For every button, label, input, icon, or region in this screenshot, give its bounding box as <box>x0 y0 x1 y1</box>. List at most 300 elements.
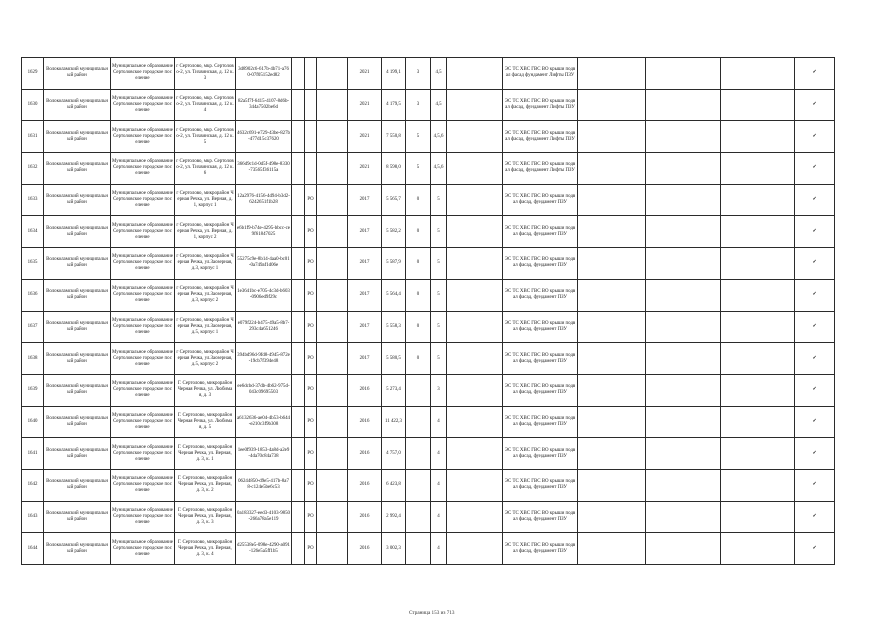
district-cell: Волоколамский муниципальный район <box>44 89 111 121</box>
row-id: 1632 <box>22 153 44 185</box>
year-cell: 2021 <box>348 153 382 185</box>
blank-cell <box>317 184 348 216</box>
blank-cell <box>292 89 305 121</box>
municipality-cell: Муниципальное образование Сертоловское городское поселение <box>111 153 175 185</box>
blank-cell <box>721 374 795 406</box>
zone-cell: 4,5,6 <box>431 121 447 153</box>
floors-cell <box>406 533 431 565</box>
address-cell: г Сертолово, микрорайон Черная Речка, ул.Заозерная, д.5, корпус 1 <box>175 311 236 343</box>
guid-cell: 06244850-d9e5-417b-8a78-c124e5be6c53 <box>236 469 292 501</box>
zone-cell: 5 <box>431 216 447 248</box>
address-cell: Г. Сертолово, микрорайон Черная Речка, ул. Любимая, д. 3 <box>175 374 236 406</box>
guid-cell: e6b1f9-b74e-4295-bbcc-ce9f61847025 <box>236 216 292 248</box>
blank-cell <box>646 533 721 565</box>
table-row <box>22 374 835 406</box>
blank-cell <box>646 153 721 185</box>
blank-cell <box>447 184 503 216</box>
blank-cell <box>447 374 503 406</box>
blank-cell <box>447 438 503 470</box>
blank-cell <box>292 343 305 375</box>
zone-cell: 5 <box>431 311 447 343</box>
works-cell: ЭС ТС ХВС ГВС ВО крыши подвал фасад, фундамент ПЗУ <box>503 374 578 406</box>
blank-cell <box>646 89 721 121</box>
blank-cell <box>447 248 503 280</box>
blank-cell <box>578 89 646 121</box>
blank-cell <box>447 279 503 311</box>
blank-cell <box>721 153 795 185</box>
area-cell: 4 757,0 <box>382 438 406 470</box>
blank-cell <box>317 121 348 153</box>
table-row <box>22 279 835 311</box>
check-mark: ✓ <box>795 89 835 121</box>
blank-cell <box>578 469 646 501</box>
blank-cell <box>292 121 305 153</box>
area-cell: 4 179,5 <box>382 89 406 121</box>
table-row <box>22 501 835 533</box>
source-cell: РО <box>305 374 317 406</box>
blank-cell <box>447 58 503 90</box>
check-mark: ✓ <box>795 501 835 533</box>
year-cell: 2021 <box>348 89 382 121</box>
year-cell: 2016 <box>348 533 382 565</box>
blank-cell <box>317 58 348 90</box>
works-cell: ЭС ТС ХВС ГВС ВО крыши подвал фасад, фундамент ПЗУ <box>503 216 578 248</box>
blank-cell <box>317 248 348 280</box>
blank-cell <box>317 89 348 121</box>
blank-cell <box>292 184 305 216</box>
blank-cell <box>721 89 795 121</box>
blank-cell <box>447 89 503 121</box>
blank-cell <box>578 121 646 153</box>
row-id: 1634 <box>22 216 44 248</box>
blank-cell <box>721 58 795 90</box>
row-id: 1642 <box>22 469 44 501</box>
guid-cell: 55275c9e-8b14-4aa0-bc01-0a749af1d06e <box>236 248 292 280</box>
table-row <box>22 438 835 470</box>
floors-cell: 5 <box>406 153 431 185</box>
blank-cell <box>447 216 503 248</box>
address-cell: Г. Сертолово, микрорайон Черная Речка, ул. Верная, д. 3, к. 3 <box>175 501 236 533</box>
floors-cell: 0 <box>406 184 431 216</box>
zone-cell: 5 <box>431 184 447 216</box>
zone-cell: 5 <box>431 343 447 375</box>
source-cell: РО <box>305 438 317 470</box>
source-cell: РО <box>305 501 317 533</box>
check-mark: ✓ <box>795 343 835 375</box>
zone-cell: 4 <box>431 469 447 501</box>
guid-cell: 1ee0f939-1853-4a8d-a2e9-4da70c84a738 <box>236 438 292 470</box>
blank-cell <box>721 469 795 501</box>
area-cell: 5 273,4 <box>382 374 406 406</box>
table-row <box>22 248 835 280</box>
year-cell: 2016 <box>348 469 382 501</box>
municipality-cell: Муниципальное образование Сертоловское городское поселение <box>111 533 175 565</box>
district-cell: Волоколамский муниципальный район <box>44 501 111 533</box>
blank-cell <box>578 374 646 406</box>
blank-cell <box>317 501 348 533</box>
area-cell: 4 199,1 <box>382 58 406 90</box>
district-cell: Волоколамский муниципальный район <box>44 374 111 406</box>
works-cell: ЭС ТС ХВС ГВС ВО крыши подвал фасад фундамент Лифты ПЗУ <box>503 58 578 90</box>
row-id: 1641 <box>22 438 44 470</box>
area-cell: 11 422,3 <box>382 406 406 438</box>
works-cell: ЭС ТС ХВС ГВС ВО крыши подвал фасад, фундамент ПЗУ <box>503 279 578 311</box>
check-mark: ✓ <box>795 121 835 153</box>
blank-cell <box>292 533 305 565</box>
blank-cell <box>721 279 795 311</box>
blank-cell <box>646 248 721 280</box>
source-cell: РО <box>305 469 317 501</box>
check-mark: ✓ <box>795 58 835 90</box>
address-cell: г Сертолово, микрорайон Черная Речка, ул.Заозерная, д.3, корпус 2 <box>175 279 236 311</box>
address-cell: г Сертолово, мкр. Сертолово-2, ул. Тихвинская, д. 12 к. 4 <box>175 89 236 121</box>
guid-cell: 0a183327-eed3-4103-9850-266a78a5e119 <box>236 501 292 533</box>
check-mark: ✓ <box>795 184 835 216</box>
blank-cell <box>578 216 646 248</box>
guid-cell: 4632c691-e729-43be-827b-477d15c37620 <box>236 121 292 153</box>
blank-cell <box>578 58 646 90</box>
municipality-cell: Муниципальное образование Сертоловское городское поселение <box>111 121 175 153</box>
works-cell: ЭС ТС ХВС ГВС ВО крыши подвал фасад, фундамент ПЗУ <box>503 501 578 533</box>
year-cell: 2016 <box>348 501 382 533</box>
blank-cell <box>292 279 305 311</box>
district-cell: Волоколамский муниципальный район <box>44 184 111 216</box>
table-row <box>22 153 835 185</box>
guid-cell: 12a2976-4156-4d94-b3d2-6242651f1b28 <box>236 184 292 216</box>
year-cell: 2016 <box>348 438 382 470</box>
blank-cell <box>646 311 721 343</box>
district-cell: Волоколамский муниципальный район <box>44 469 111 501</box>
blank-cell <box>292 248 305 280</box>
municipality-cell: Муниципальное образование Сертоловское городское поселение <box>111 89 175 121</box>
row-id: 1644 <box>22 533 44 565</box>
row-id: 1638 <box>22 343 44 375</box>
check-mark: ✓ <box>795 153 835 185</box>
row-id: 1636 <box>22 279 44 311</box>
works-cell: ЭС ТС ХВС ГВС ВО крыши подвал фасад, фундамент ПЗУ <box>503 469 578 501</box>
source-cell: РО <box>305 343 317 375</box>
address-cell: г Сертолово, микрорайон Черная Речка, ул. Верная, д.1, корпус 1 <box>175 184 236 216</box>
area-cell: 6 423,8 <box>382 469 406 501</box>
area-cell: 5 565,7 <box>382 184 406 216</box>
blank-cell <box>721 438 795 470</box>
district-cell: Волоколамский муниципальный район <box>44 343 111 375</box>
blank-cell <box>646 184 721 216</box>
zone-cell: 4 <box>431 501 447 533</box>
blank-cell <box>646 469 721 501</box>
blank-cell <box>721 216 795 248</box>
blank-cell <box>447 153 503 185</box>
blank-cell <box>447 121 503 153</box>
check-mark: ✓ <box>795 533 835 565</box>
blank-cell <box>578 438 646 470</box>
area-cell: 5 582,2 <box>382 216 406 248</box>
blank-cell <box>578 248 646 280</box>
floors-cell: 0 <box>406 216 431 248</box>
source-cell: РО <box>305 248 317 280</box>
zone-cell: 4 <box>431 533 447 565</box>
address-cell: г Сертолово, микрорайон Черная Речка, ул.Заозерная, д.5, корпус 2 <box>175 343 236 375</box>
blank-cell <box>317 279 348 311</box>
row-id: 1629 <box>22 58 44 90</box>
table-row <box>22 216 835 248</box>
blank-cell <box>578 311 646 343</box>
blank-cell <box>646 216 721 248</box>
floors-cell <box>406 406 431 438</box>
floors-cell: 5 <box>406 121 431 153</box>
blank-cell <box>578 533 646 565</box>
source-cell: РО <box>305 533 317 565</box>
blank-cell <box>578 501 646 533</box>
check-mark: ✓ <box>795 216 835 248</box>
works-cell: ЭС ТС ХВС ГВС ВО крыши подвал фасад, фундамент Лифты ПЗУ <box>503 89 578 121</box>
municipality-cell: Муниципальное образование Сертоловское городское поселение <box>111 406 175 438</box>
works-cell: ЭС ТС ХВС ГВС ВО крыши подвал фасад, фундамент ПЗУ <box>503 248 578 280</box>
blank-cell <box>447 343 503 375</box>
municipality-cell: Муниципальное образование Сертоловское городское поселение <box>111 184 175 216</box>
blank-cell <box>317 216 348 248</box>
area-cell: 5 564,4 <box>382 279 406 311</box>
table-row <box>22 469 835 501</box>
floors-cell <box>406 438 431 470</box>
address-cell: г Сертолово, мкр. Сертолово-2, ул. Тихвинская, д. 12 к. 5 <box>175 121 236 153</box>
source-cell: РО <box>305 184 317 216</box>
table-row <box>22 311 835 343</box>
blank-cell <box>578 153 646 185</box>
year-cell: 2017 <box>348 311 382 343</box>
table-row <box>22 121 835 153</box>
blank-cell <box>578 406 646 438</box>
blank-cell <box>578 184 646 216</box>
address-cell: г Сертолово, мкр. Сертолово-2, ул. Тихвинская, д. 12 к. 6 <box>175 153 236 185</box>
blank-cell <box>292 153 305 185</box>
source-cell <box>305 89 317 121</box>
municipality-cell: Муниципальное образование Сертоловское городское поселение <box>111 279 175 311</box>
blank-cell <box>447 501 503 533</box>
blank-cell <box>646 279 721 311</box>
check-mark: ✓ <box>795 279 835 311</box>
year-cell: 2016 <box>348 406 382 438</box>
table-body <box>22 58 835 565</box>
blank-cell <box>721 533 795 565</box>
address-cell: Г. Сертолово, микрорайон Черная Речка, ул. Любимая, д. 5 <box>175 406 236 438</box>
district-cell: Волоколамский муниципальный район <box>44 406 111 438</box>
blank-cell <box>646 343 721 375</box>
works-cell: ЭС ТС ХВС ГВС ВО крыши подвал фасад, фундамент ПЗУ <box>503 406 578 438</box>
blank-cell <box>292 438 305 470</box>
blank-cell <box>646 501 721 533</box>
floors-cell: 0 <box>406 343 431 375</box>
row-id: 1639 <box>22 374 44 406</box>
area-cell: 2 992,4 <box>382 501 406 533</box>
municipality-cell: Муниципальное образование Сертоловское городское поселение <box>111 469 175 501</box>
district-cell: Волоколамский муниципальный район <box>44 248 111 280</box>
address-cell: Г. Сертолово, микрорайон Черная Речка, ул. Верная, д. 3, к. 4 <box>175 533 236 565</box>
address-cell: г Сертолово, мкр. Сертолово-2, ул. Тихвинская, д. 12 к. 3 <box>175 58 236 90</box>
zone-cell: 5 <box>431 279 447 311</box>
guid-cell: 394bd96d-9fd8-4945-872e-19cb7f394e48 <box>236 343 292 375</box>
page-footer: Страница 153 из 713 <box>409 610 455 616</box>
municipality-cell: Муниципальное образование Сертоловское городское поселение <box>111 248 175 280</box>
row-id: 1631 <box>22 121 44 153</box>
blank-cell <box>721 311 795 343</box>
floors-cell: 3 <box>406 89 431 121</box>
district-cell: Волоколамский муниципальный район <box>44 58 111 90</box>
blank-cell <box>292 216 305 248</box>
blank-cell <box>292 311 305 343</box>
year-cell: 2016 <box>348 374 382 406</box>
district-cell: Волоколамский муниципальный район <box>44 279 111 311</box>
source-cell: РО <box>305 216 317 248</box>
district-cell: Волоколамский муниципальный район <box>44 153 111 185</box>
works-cell: ЭС ТС ХВС ГВС ВО крыши подвал фасад, фундамент ПЗУ <box>503 184 578 216</box>
zone-cell: 4,5 <box>431 89 447 121</box>
source-cell <box>305 58 317 90</box>
floors-cell: 0 <box>406 248 431 280</box>
zone-cell: 4,5 <box>431 58 447 90</box>
year-cell: 2017 <box>348 216 382 248</box>
source-cell <box>305 121 317 153</box>
source-cell: РО <box>305 279 317 311</box>
blank-cell <box>317 311 348 343</box>
floors-cell <box>406 374 431 406</box>
blank-cell <box>721 406 795 438</box>
municipality-cell: Муниципальное образование Сертоловское городское поселение <box>111 343 175 375</box>
table-row <box>22 184 835 216</box>
year-cell: 2017 <box>348 248 382 280</box>
source-cell: РО <box>305 406 317 438</box>
blank-cell <box>721 501 795 533</box>
blank-cell <box>578 343 646 375</box>
blank-cell <box>447 406 503 438</box>
floors-cell <box>406 501 431 533</box>
check-mark: ✓ <box>795 406 835 438</box>
zone-cell: 4,5,6 <box>431 153 447 185</box>
row-id: 1637 <box>22 311 44 343</box>
zone-cell: 4 <box>431 438 447 470</box>
blank-cell <box>292 58 305 90</box>
floors-cell: 3 <box>406 58 431 90</box>
floors-cell <box>406 469 431 501</box>
works-cell: ЭС ТС ХВС ГВС ВО крыши подвал фасад, фундамент Лифты ПЗУ <box>503 153 578 185</box>
municipality-cell: Муниципальное образование Сертоловское городское поселение <box>111 501 175 533</box>
guid-cell: 82a5f7f-6415-4107-8d6b-344a7502be6d <box>236 89 292 121</box>
blank-cell <box>721 343 795 375</box>
address-cell: Г. Сертолово, микрорайон Черная Речка, ул. Верная, д. 3, к. 1 <box>175 438 236 470</box>
check-mark: ✓ <box>795 248 835 280</box>
check-mark: ✓ <box>795 438 835 470</box>
works-cell: ЭС ТС ХВС ГВС ВО крыши подвал фасад, фундамент ПЗУ <box>503 311 578 343</box>
blank-cell <box>317 153 348 185</box>
blank-cell <box>292 501 305 533</box>
works-cell: ЭС ТС ХВС ГВС ВО крыши подвал фасад, фундамент Лифты ПЗУ <box>503 121 578 153</box>
works-cell: ЭС ТС ХВС ГВС ВО крыши подвал фасад, фундамент ПЗУ <box>503 343 578 375</box>
blank-cell <box>578 279 646 311</box>
address-cell: г Сертолово, микрорайон Черная Речка, ул.Заозерная, д.3, корпус 1 <box>175 248 236 280</box>
year-cell: 2017 <box>348 279 382 311</box>
district-cell: Волоколамский муниципальный район <box>44 438 111 470</box>
check-mark: ✓ <box>795 469 835 501</box>
guid-cell: 3d8902c6-617b-4b71-a760-07f05152ed82 <box>236 58 292 90</box>
guid-cell: d25538e5-098e-4290-a091-126e5a5ff1b5 <box>236 533 292 565</box>
district-cell: Волоколамский муниципальный район <box>44 121 111 153</box>
address-cell: г Сертолово, микрорайон Черная Речка, ул. Верная, д.1, корпус 2 <box>175 216 236 248</box>
municipality-cell: Муниципальное образование Сертоловское городское поселение <box>111 216 175 248</box>
area-cell: 8 598,0 <box>382 153 406 185</box>
area-cell: 7 550,8 <box>382 121 406 153</box>
address-cell: Г. Сертолово, микрорайон Черная Речка, ул. Верная, д. 3, к. 2 <box>175 469 236 501</box>
table-row <box>22 406 835 438</box>
blank-cell <box>317 343 348 375</box>
year-cell: 2017 <box>348 184 382 216</box>
row-id: 1633 <box>22 184 44 216</box>
blank-cell <box>646 374 721 406</box>
blank-cell <box>317 533 348 565</box>
zone-cell: 4 <box>431 406 447 438</box>
source-cell <box>305 153 317 185</box>
municipality-cell: Муниципальное образование Сертоловское городское поселение <box>111 374 175 406</box>
works-cell: ЭС ТС ХВС ГВС ВО крыши подвал фасад, фундамент ПЗУ <box>503 438 578 470</box>
guid-cell: ee6dcbd-37db-4b62-975d-043c09695503 <box>236 374 292 406</box>
district-cell: Волоколамский муниципальный район <box>44 533 111 565</box>
blank-cell <box>721 184 795 216</box>
district-cell: Волоколамский муниципальный район <box>44 311 111 343</box>
year-cell: 2021 <box>348 121 382 153</box>
blank-cell <box>317 374 348 406</box>
check-mark: ✓ <box>795 374 835 406</box>
blank-cell <box>721 248 795 280</box>
blank-cell <box>447 469 503 501</box>
table-row <box>22 58 835 90</box>
row-id: 1630 <box>22 89 44 121</box>
table-row <box>22 533 835 565</box>
floors-cell: 0 <box>406 279 431 311</box>
guid-cell: e079f224-b475-49a5-8b7-293c4a651246 <box>236 311 292 343</box>
works-cell: ЭС ТС ХВС ГВС ВО крыши подвал фасад, фундамент ПЗУ <box>503 533 578 565</box>
area-cell: 5 587,9 <box>382 248 406 280</box>
blank-cell <box>292 406 305 438</box>
table-row <box>22 89 835 121</box>
blank-cell <box>721 121 795 153</box>
blank-cell <box>292 374 305 406</box>
guid-cell: 1e3641bc-e705-4c3d-b603-0906ed9f29c <box>236 279 292 311</box>
district-cell: Волоколамский муниципальный район <box>44 216 111 248</box>
blank-cell <box>646 438 721 470</box>
blank-cell <box>447 311 503 343</box>
guid-cell: a6132636-ae04-4b53-b644-e210c3f9b308 <box>236 406 292 438</box>
year-cell: 2021 <box>348 58 382 90</box>
row-id: 1635 <box>22 248 44 280</box>
check-mark: ✓ <box>795 311 835 343</box>
blank-cell <box>646 121 721 153</box>
zone-cell: 3 <box>431 374 447 406</box>
area-cell: 5 580,5 <box>382 343 406 375</box>
row-id: 1643 <box>22 501 44 533</box>
municipality-cell: Муниципальное образование Сертоловское городское поселение <box>111 58 175 90</box>
blank-cell <box>447 533 503 565</box>
guid-cell: 366d9c1d-0d5f-498e-8330-73565f36115a <box>236 153 292 185</box>
municipality-cell: Муниципальное образование Сертоловское городское поселение <box>111 311 175 343</box>
zone-cell: 5 <box>431 248 447 280</box>
blank-cell <box>317 406 348 438</box>
floors-cell: 0 <box>406 311 431 343</box>
blank-cell <box>646 58 721 90</box>
blank-cell <box>317 438 348 470</box>
blank-cell <box>317 469 348 501</box>
area-cell: 3 002,3 <box>382 533 406 565</box>
area-cell: 5 558,3 <box>382 311 406 343</box>
table-row <box>22 343 835 375</box>
